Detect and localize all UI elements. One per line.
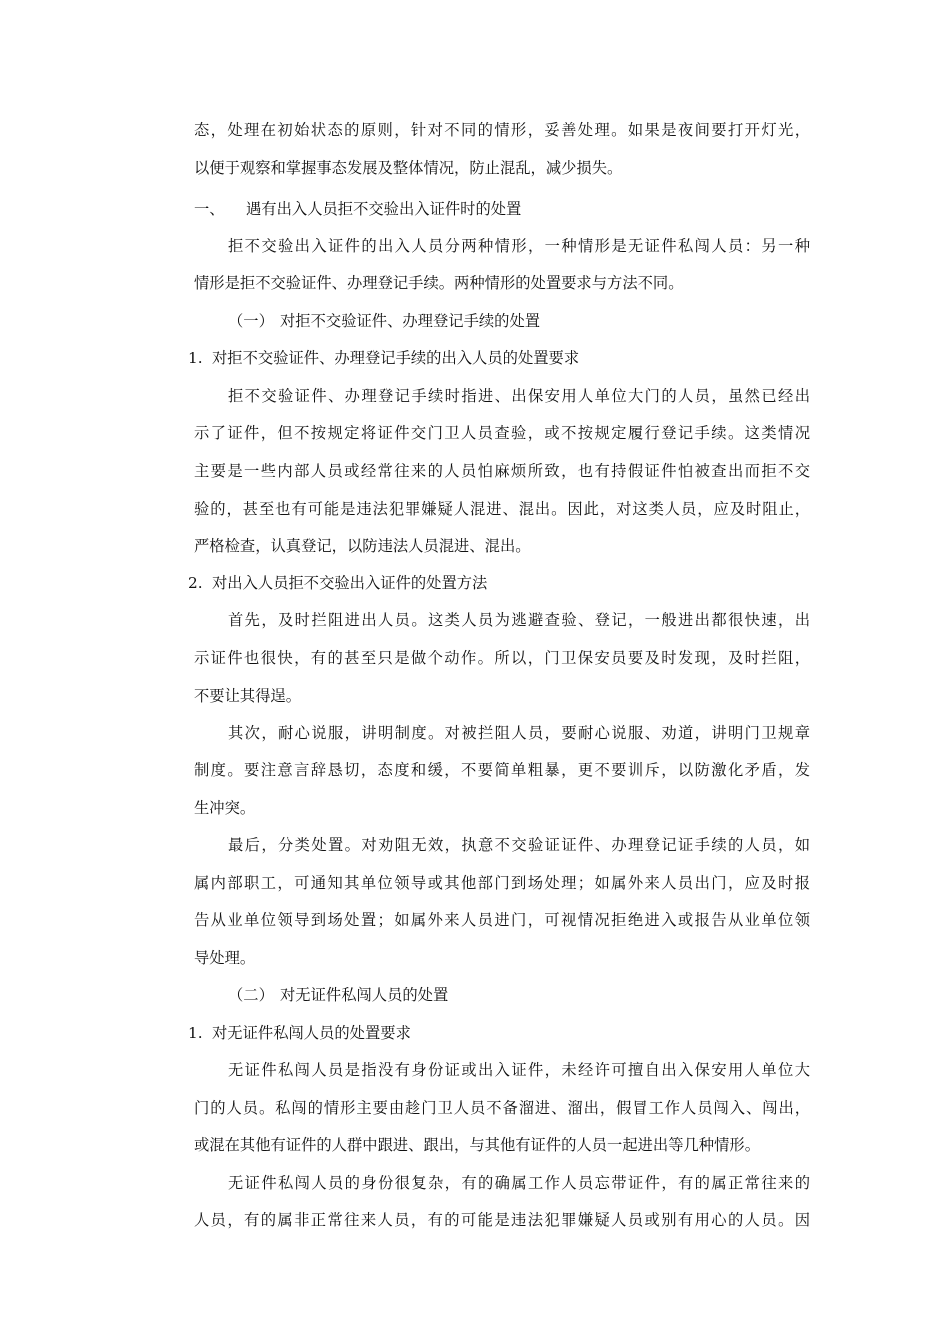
item-text: 对出入人员拒不交验出入证件的处置方法 xyxy=(212,574,488,592)
item-number: 2. xyxy=(188,574,203,592)
body-line: 其次，耐心说服，讲明制度。对被拦阻人员，要耐心说服、劝道，讲明门卫规章 xyxy=(228,724,810,742)
body-line: 告从业单位领导到场处置；如属外来人员进门，可视情况拒绝进入或报告从业单位领 xyxy=(194,911,810,929)
body-line: 拒不交验出入证件的出入人员分两种情形，一种情形是无证件私闯人员：另一种 xyxy=(228,237,810,255)
heading-text: 遇有出入人员拒不交验出入证件时的处置 xyxy=(246,200,522,218)
heading-number: （二） xyxy=(228,986,274,1004)
section-heading-1 xyxy=(194,196,810,222)
subsection-heading-1 xyxy=(228,308,810,334)
body-line: 主要是一些内部人员或经常往来的人员怕麻烦所致，也有持假证件怕被查出而拒不交 xyxy=(194,462,810,480)
body-line: 无证件私闯人员是指没有身份证或出入证件，未经许可擅自出入保安用人单位大 xyxy=(228,1061,810,1079)
heading-text: 对无证件私闯人员的处置 xyxy=(280,986,449,1004)
heading-number: （一） xyxy=(228,312,274,330)
heading-number: 一、 xyxy=(194,200,225,218)
item-number: 1. xyxy=(188,349,203,367)
body-line: 首先，及时拦阻进出人员。这类人员为逃避查验、登记，一般进出都很快速，出 xyxy=(228,611,810,629)
numbered-heading xyxy=(188,1020,810,1046)
body-line: 导处理。 xyxy=(194,949,256,967)
numbered-heading xyxy=(188,570,810,596)
body-line: 属内部职工，可通知其单位领导或其他部门到场处理；如属外来人员出门，应及时报 xyxy=(194,874,810,892)
body-line: 生冲突。 xyxy=(194,799,256,817)
item-number: 1. xyxy=(188,1024,203,1042)
numbered-heading xyxy=(188,345,810,371)
item-text: 对无证件私闯人员的处置要求 xyxy=(212,1024,411,1042)
body-line: 人员，有的属非正常往来人员，有的可能是违法犯罪嫌疑人员或别有用心的人员。因 xyxy=(194,1211,810,1229)
body-line: 拒不交验证件、办理登记手续时指进、出保安用人单位大门的人员，虽然已经出 xyxy=(228,387,810,405)
body-line: 无证件私闯人员的身份很复杂，有的确属工作人员忘带证件，有的属正常往来的 xyxy=(228,1174,810,1192)
body-line: 制度。要注意言辞恳切，态度和缓，不要简单粗暴，更不要训斥，以防激化矛盾，发 xyxy=(194,761,810,779)
body-line: 态，处理在初始状态的原则，针对不同的情形，妥善处理。如果是夜间要打开灯光， xyxy=(194,121,810,139)
body-line: 门的人员。私闯的情形主要由趁门卫人员不备溜进、溜出，假冒工作人员闯入、闯出， xyxy=(194,1099,810,1117)
body-line: 严格检查，认真登记，以防违法人员混进、混出。 xyxy=(194,537,531,555)
body-line: 示了证件，但不按规定将证件交门卫人员查验，或不按规定履行登记手续。这类情况 xyxy=(194,424,810,442)
body-line: 示证件也很快，有的甚至只是做个动作。所以，门卫保安员要及时发现，及时拦阻， xyxy=(194,649,810,667)
body-line: 验的，甚至也有可能是违法犯罪嫌疑人混进、混出。因此，对这类人员，应及时阻止， xyxy=(194,500,810,518)
body-line: 最后，分类处置。对劝阻无效，执意不交验证证件、办理登记证手续的人员，如 xyxy=(228,836,810,854)
body-line: 情形是拒不交验证件、办理登记手续。两种情形的处置要求与方法不同。 xyxy=(194,274,684,292)
body-line: 不要让其得逞。 xyxy=(194,687,302,705)
subsection-heading-2 xyxy=(228,982,810,1008)
heading-text: 对拒不交验证件、办理登记手续的处置 xyxy=(280,312,541,330)
item-text: 对拒不交验证件、办理登记手续的出入人员的处置要求 xyxy=(212,349,580,367)
body-line: 以便于观察和掌握事态发展及整体情况，防止混乱，减少损失。 xyxy=(194,159,623,177)
body-line: 或混在其他有证件的人群中跟进、跟出，与其他有证件的人员一起进出等几种情形。 xyxy=(194,1136,760,1154)
